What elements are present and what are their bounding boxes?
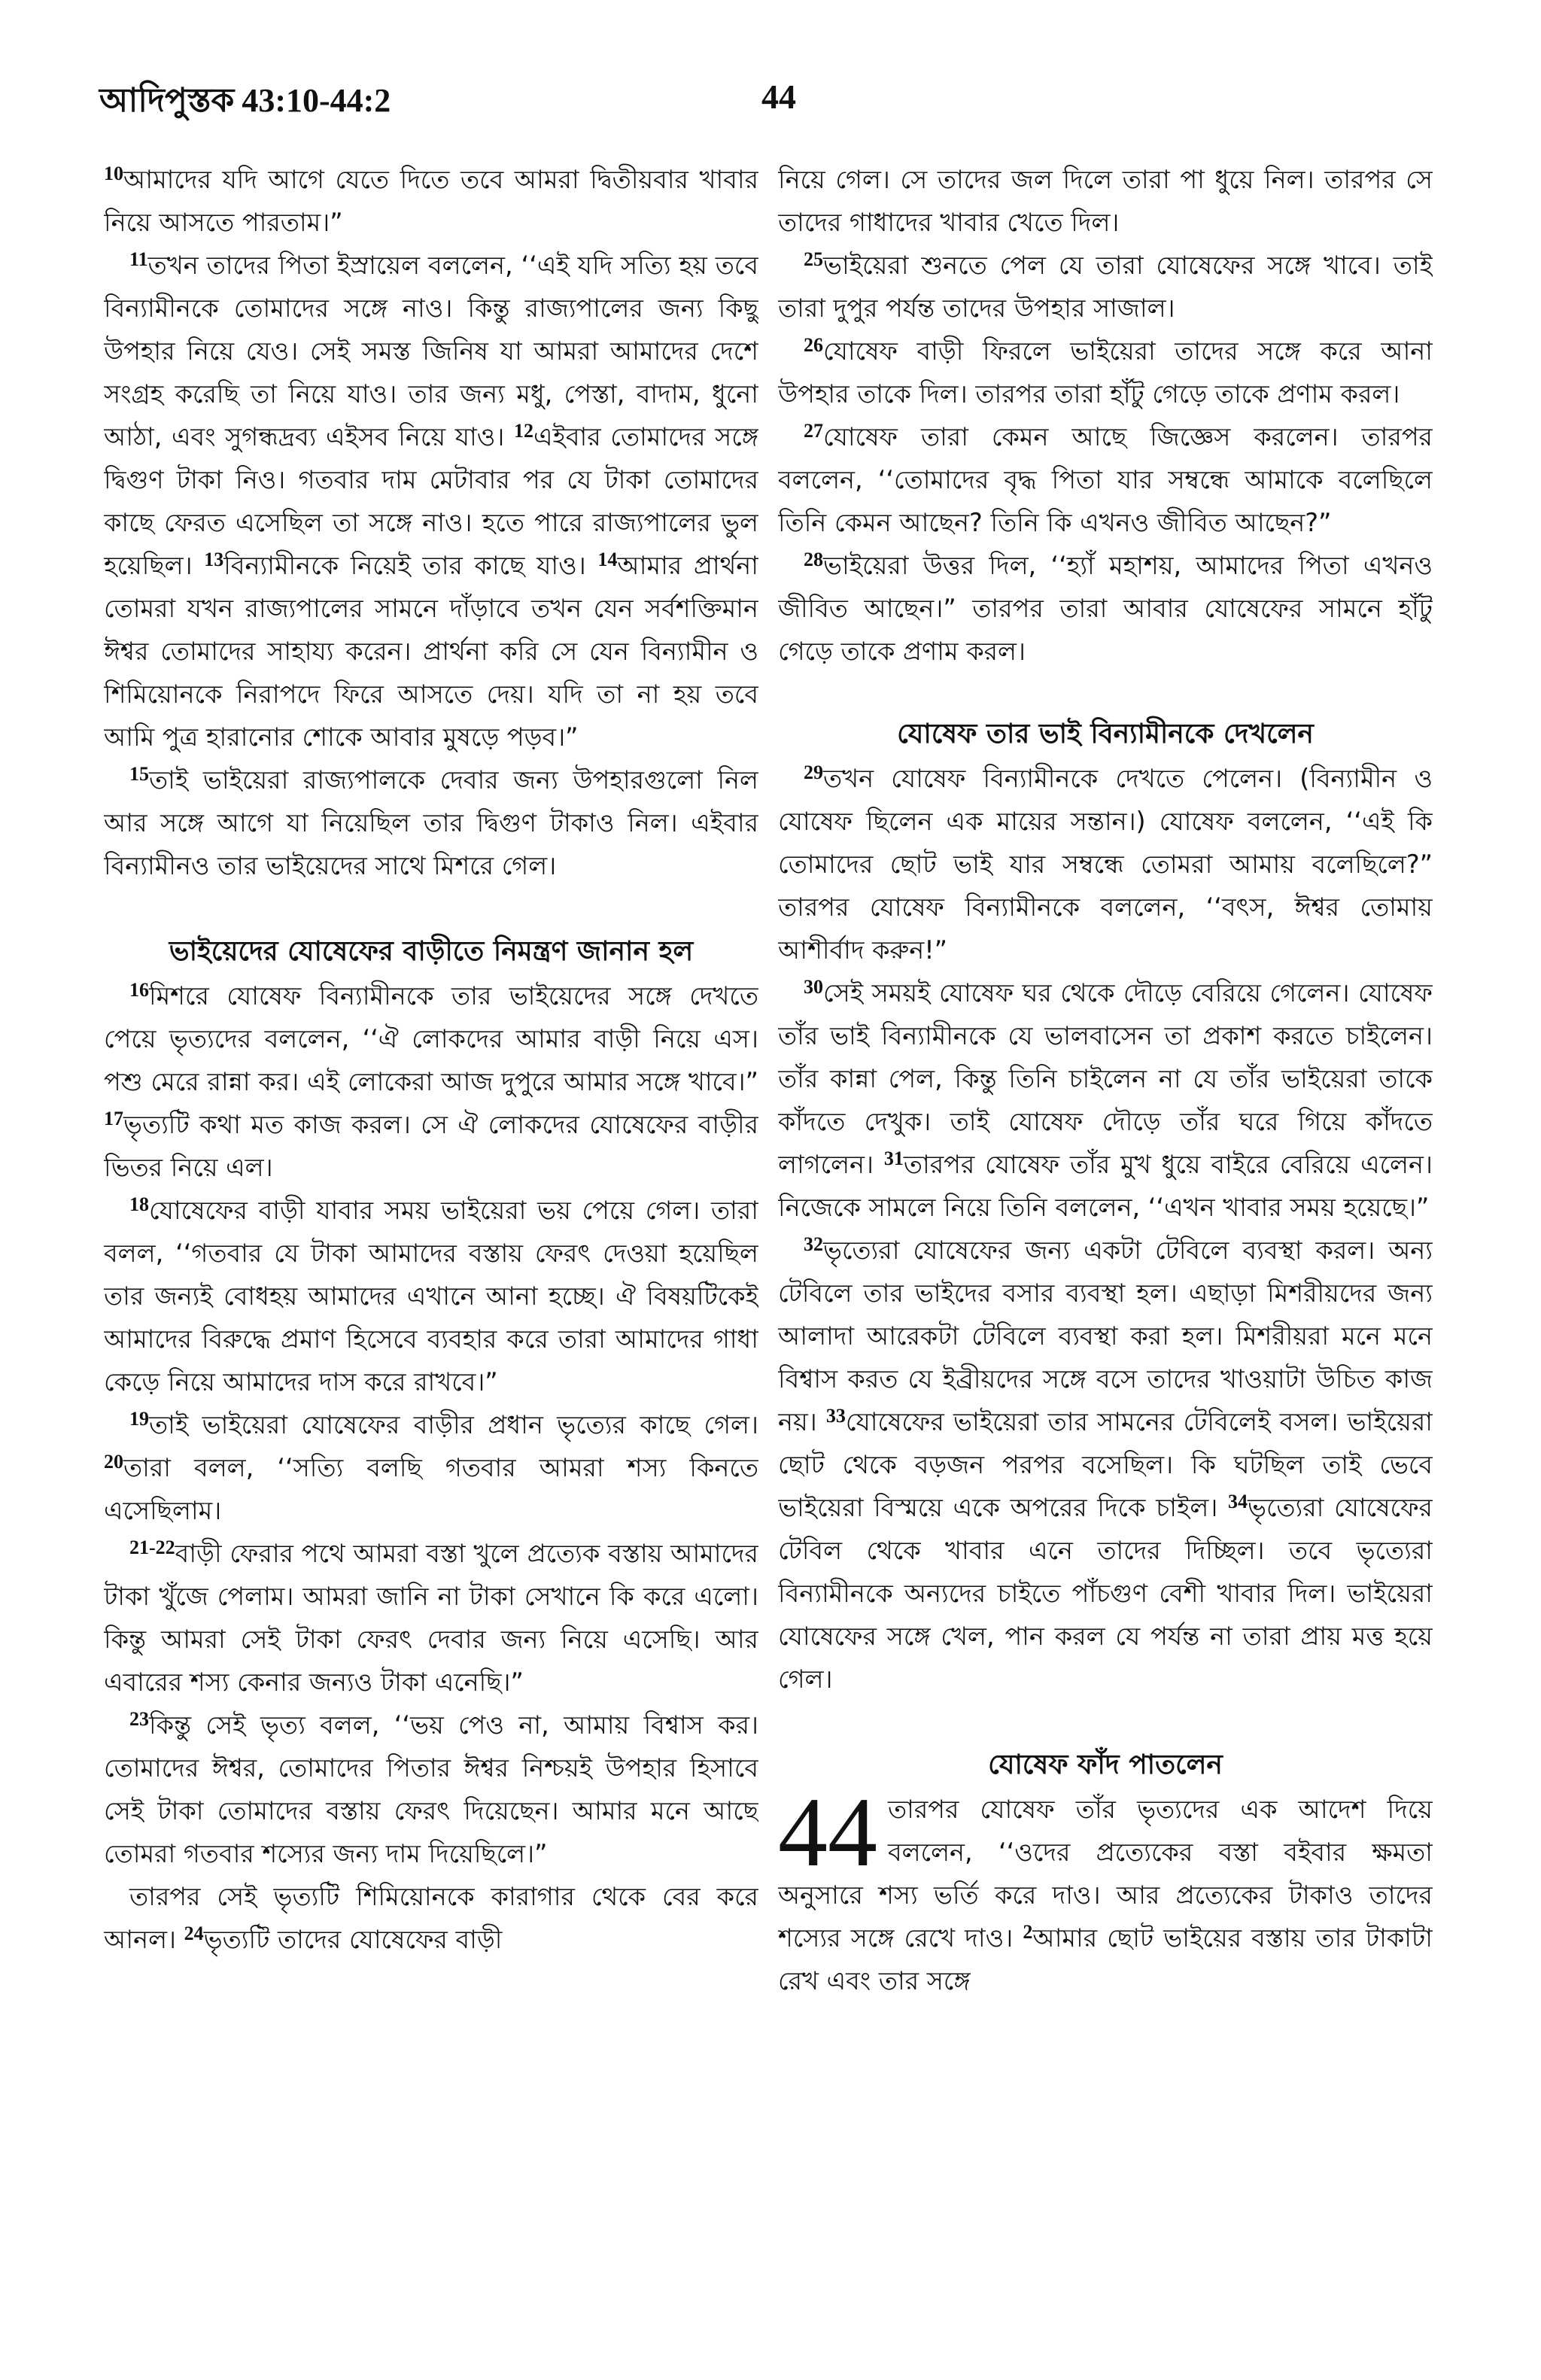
verse-text: ভৃত্যটি তাদের যোষেফের বাড়ী — [203, 1925, 503, 1954]
paragraph — [104, 1875, 758, 1961]
verse-number: 34 — [1227, 1491, 1248, 1512]
verse-text: এইবার তোমাদের সঙ্গে দ্বিগুণ টাকা নিও। গতবার দাম মেটাবার পর যে টাকা তোমাদের কাছে ফেরত এসেছিল তা সঙ্গে নাও। হতে পারে রাজ্যপালের ভুল হয়েছিল। — [104, 422, 758, 580]
verse-number: 31 — [883, 1147, 904, 1169]
section-heading: যোষেফ তার ভাই বিন্যামীনকে দেখলেন — [897, 719, 1314, 749]
verse-text: যোষেফ বাড়ী ফিরলে ভাইয়েরা তাদের সঙ্গে করে আনা উপহার তাকে দিল। তারপর তারা হাঁটু গেড়ে তাকে প্রণাম করল। — [778, 336, 1433, 409]
paragraph — [104, 244, 758, 758]
verse-text: ভাইয়েরা শুনতে পেল যে তারা যোষেফের সঙ্গে খাবে। তাই তারা দুপুর পর্যন্ত তাদের উপহার সাজাল। — [778, 251, 1433, 323]
verse-text: যোষেফের ভাইয়েরা তার সামনের টেবিলেই বসল। ভাইয়েরা ছোট থেকে বড়জন পরপর বসেছিল। কি ঘটছিল তাই ভেবে ভাইয়েরা বিস্ময়ে একে অপরের দিকে চাইল। — [778, 1407, 1433, 1522]
left-column — [104, 158, 758, 2340]
paragraph — [104, 1704, 758, 1875]
verse-text: কিন্তু সেই ভৃত্য বলল, ‘‘ভয় পেও না, আমায় বিশ্বাস কর। তোমাদের ঈশ্বর, তোমাদের পিতার ঈশ্বর নিশ্চয়ই উপহার হিসাবে সেই টাকা তোমাদের বস্তায় ফেরৎ দিয়েছেন। আমার মনে আছে তোমরা গতবার শস্যের জন্য দাম দিয়েছিলে।” — [104, 1710, 758, 1868]
paragraph — [104, 758, 758, 887]
verse-text: যোষেফের বাড়ী যাবার সময় ভাইয়েরা ভয় পেয়ে গেল। তারা বলল, ‘‘গতবার যে টাকা আমাদের বস্তায় ফেরৎ দেওয়া হয়েছিল তার জন্যই বোধহয় আমাদের এখানে আনা হচ্ছে। ঐ বিষয়টিকেই আমাদের বিরুদ্ধে প্রমাণ হিসেবে ব্যবহার করে তারা আমাদের গাধা কেড়ে নিয়ে আমাদের দাস করে রাখবে।” — [104, 1196, 758, 1397]
verse-text: ভাইয়েরা উত্তর দিল, ‘‘হ্যাঁ মহাশয়, আমাদের পিতা এখনও জীবিত আছেন।” তারপর তারা আবার যোষেফের সামনে হাঁটু গেড়ে তাকে প্রণাম করল। — [778, 551, 1433, 666]
verse-text: তারা বলল, ‘‘সত্যি বলছি গতবার আমরা শস্য কিনতে এসেছিলাম। — [104, 1453, 758, 1525]
verse-text: যোষেফ তারা কেমন আছে জিজ্ঞেস করলেন। তারপর বললেন, ‘‘তোমাদের বৃদ্ধ পিতা যার সম্বন্ধে আমাকে বলেছিলে তিনি কেমন আছেন? তিনি কি এখনও জীবিত আছেন?” — [778, 422, 1433, 537]
verse-number: 14 — [597, 549, 618, 570]
verse-text: তাই ভাইয়েরা রাজ্যপালকে দেবার জন্য উপহারগুলো নিল আর সঙ্গে আগে যা নিয়েছিল তার দ্বিগুণ টাকাও নিল। এইবার বিন্যামীনও তার ভাইয়েদের সাথে মিশরে গেল। — [104, 765, 758, 880]
verse-number: 10 — [104, 163, 123, 184]
paragraph — [778, 757, 1433, 971]
paragraph — [778, 330, 1433, 415]
verse-number: 16 — [129, 979, 149, 1001]
verse-text: আমাদের যদি আগে যেতে দিতে তবে আমরা দ্বিতীয়বার খাবার নিয়ে আসতে পারতাম।” — [104, 165, 758, 237]
paragraph — [778, 1777, 1433, 2002]
paragraph — [778, 544, 1433, 673]
verse-number: 27 — [804, 420, 823, 442]
verse-text: ভৃত্যেরা যোষেফের জন্য একটা টেবিলে ব্যবস্থা করল। অন্য টেবিলে তার ভাইদের বসার ব্যবস্থা হল। এছাড়া মিশরীয়দের জন্য আলাদা আরেকটা টেবিলে ব্যবস্থা করা হল। মিশরীয়রা মনে মনে বিশ্বাস করত যে ইব্রীয়দের সঙ্গে বসে তাদের খাওয়াটা উচিত কাজ নয়। — [778, 1236, 1433, 1436]
verse-text: আমার ছোট ভাইয়ের বস্তায় তার টাকাটা রেখ এবং তার সঙ্গে — [778, 1923, 1433, 1995]
paragraph — [104, 1532, 758, 1704]
verse-number: 33 — [825, 1405, 846, 1427]
chapter-number: 44 — [778, 1777, 877, 1887]
verse-number: 29 — [804, 761, 823, 783]
section-heading: ভাইয়েদের যোষেফের বাড়ীতে নিমন্ত্রণ জানান হল — [169, 936, 694, 967]
paragraph — [104, 158, 758, 244]
page-number: 44 — [761, 78, 796, 116]
verse-text: বাড়ী ফেরার পথে আমরা বস্তা খুলে প্রত্যেক বস্তায় আমাদের টাকা খুঁজে পেলাম। আমরা জানি না টাকা সেখানে কি করে এলো। কিন্তু আমরা সেই টাকা ফেরৎ দেবার জন্য নিয়ে এসেছি। আর এবারের শস্য কেনার জন্যও টাকা এনেছি।” — [104, 1539, 758, 1697]
verse-number: 11 — [129, 248, 148, 270]
verse-text: তারপর যোষেফ তাঁর ভৃত্যদের এক আদেশ দিয়ে বললেন, ‘‘ওদের প্রত্যেকের বস্তা বইবার ক্ষমতা অনুসারে শস্য ভর্তি করে দাও। আর প্রত্যেকের টাকাও তাদের শস্যের সঙ্গে রেখে দাও। — [778, 1795, 1433, 1953]
verse-text: তাই ভাইয়েরা যোষেফের বাড়ীর প্রধান ভৃত্যের কাছে গেল। — [149, 1410, 758, 1439]
verse-text: আমার প্রার্থনা তোমরা যখন রাজ্যপালের সামনে দাঁড়াবে তখন যেন সর্বশক্তিমান ঈশ্বর তোমাদের সাহায্য করেন। প্রার্থনা করি সে যেন বিন্যামীন ও শিমিয়োনকে নিরাপদে ফিরে আসতে দেয়। যদি তা না হয় তবে আমি পুত্র হারানোর শোকে আবার মুষড়ে পড়ব।” — [104, 551, 758, 752]
verse-text: বিন্যামীনকে নিয়েই তার কাছে যাও। — [223, 551, 586, 580]
paragraph — [778, 244, 1433, 330]
verse-text: ভৃত্যটি কথা মত কাজ করল। সে ঐ লোকদের যোষেফের বাড়ীর ভিতর নিয়ে এল। — [104, 1110, 758, 1182]
verse-number: 23 — [129, 1708, 149, 1730]
verse-number: 30 — [804, 976, 823, 998]
verse-number: 26 — [804, 334, 823, 356]
verse-number: 24 — [184, 1923, 204, 1944]
verse-text: তখন তাদের পিতা ইস্রায়েল বললেন, ‘‘এই যদি সত্যি হয় তবে বিন্যামীনকে তোমাদের সঙ্গে নাও। কিন্তু রাজ্যপালের জন্য কিছু উপহার নিয়ে যেও। সেই সমস্ত জিনিষ যা আমরা আমাদের দেশে সংগ্রহ করেছি তা নিয়ে যাও। তার জন্য মধু, পেস্তা, বাদাম, ধুনো আঠা, এবং সুগন্ধদ্রব্য এইসব নিয়ে যাও। — [104, 251, 758, 451]
paragraph — [778, 1229, 1433, 1701]
paragraph — [778, 971, 1433, 1229]
paragraph — [104, 1403, 758, 1532]
verse-number: 13 — [204, 549, 224, 570]
verse-number: 18 — [129, 1193, 149, 1215]
verse-number: 17 — [104, 1108, 123, 1129]
chapter-verse-range: 43:10-44:2 — [242, 82, 391, 119]
verse-number: 12 — [513, 420, 533, 442]
book-title: আদিপুস্তক — [99, 81, 235, 120]
verse-number: 25 — [804, 248, 823, 270]
verse-number: 32 — [804, 1233, 823, 1255]
verse-number: 21-22 — [129, 1537, 175, 1558]
paragraph — [104, 1189, 758, 1403]
verse-text: তখন যোষেফ বিন্যামীনকে দেখতে পেলেন। (বিন্যামীন ও যোষেফ ছিলেন এক মায়ের সন্তান।) যোষেফ বললেন, ‘‘এই কি তোমাদের ছোট ভাই যার সম্বন্ধে তোমরা আমায় বলেছিলে?” তারপর যোষেফ বিন্যামীনকে বললেন, ‘‘বৎস, ঈশ্বর তোমায় আশীর্বাদ করুন!” — [778, 764, 1433, 965]
verse-text: সেই সময়ই যোষেফ ঘর থেকে দৌড়ে বেরিয়ে গেলেন। যোষেফ তাঁর ভাই বিন্যামীনকে যে ভালবাসেন তা প্রকাশ করতে চাইলেন। তাঁর কান্না পেল, কিন্তু তিনি চাইলেন না যে তাঁর ভাইয়েরা তাকে কাঁদতে দেখুক। তাই যোষেফ দৌড়ে তাঁর ঘরে গিয়ে কাঁদতে লাগলেন। — [778, 978, 1433, 1179]
verse-text: ভৃত্যেরা যোষেফের টেবিল থেকে খাবার এনে তাদের দিচ্ছিল। তবে ভৃত্যেরা বিন্যামীনকে অন্যদের চাইতে পাঁচগুণ বেশী খাবার দিল। ভাইয়েরা যোষেফের সঙ্গে খেল, পান করল যে পর্যন্ত না তারা প্রায় মত্ত হয়ে গেল। — [778, 1493, 1433, 1694]
verse-text: নিয়ে গেল। সে তাদের জল দিলে তারা পা ধুয়ে নিল। তারপর সে তাদের গাধাদের খাবার খেতে দিল। — [778, 165, 1433, 237]
book-reference — [99, 75, 391, 130]
paragraph — [778, 415, 1433, 544]
verse-number: 15 — [129, 763, 149, 785]
verse-number: 28 — [804, 549, 823, 570]
paragraph — [778, 158, 1433, 244]
verse-number: 2 — [1023, 1921, 1033, 1943]
verse-text: মিশরে যোষেফ বিন্যামীনকে তার ভাইয়েদের সঙ্গে দেখতে পেয়ে ভৃত্যদের বললেন, ‘‘ঐ লোকদের আমার বাড়ী নিয়ে এস। পশু মেরে রান্না কর। এই লোকেরা আজ দুপুরে আমার সঙ্গে খাবে।” — [104, 981, 758, 1096]
section-heading: যোষেফ ফাঁদ পাতলেন — [988, 1749, 1223, 1780]
verse-text: তারপর সেই ভৃত্যটি শিমিয়োনকে কারাগার থেকে বের করে আনল। — [104, 1882, 758, 1954]
paragraph — [104, 974, 758, 1189]
running-header — [99, 75, 1454, 143]
verse-text: তারপর যোষেফ তাঁর মুখ ধুয়ে বাইরে বেরিয়ে এলেন। নিজেকে সামলে নিয়ে তিনি বললেন, ‘‘এখন খাবার সময় হয়েছে।” — [778, 1150, 1433, 1222]
verse-number: 19 — [129, 1408, 149, 1430]
verse-number: 20 — [104, 1451, 123, 1473]
right-column — [778, 158, 1433, 2340]
